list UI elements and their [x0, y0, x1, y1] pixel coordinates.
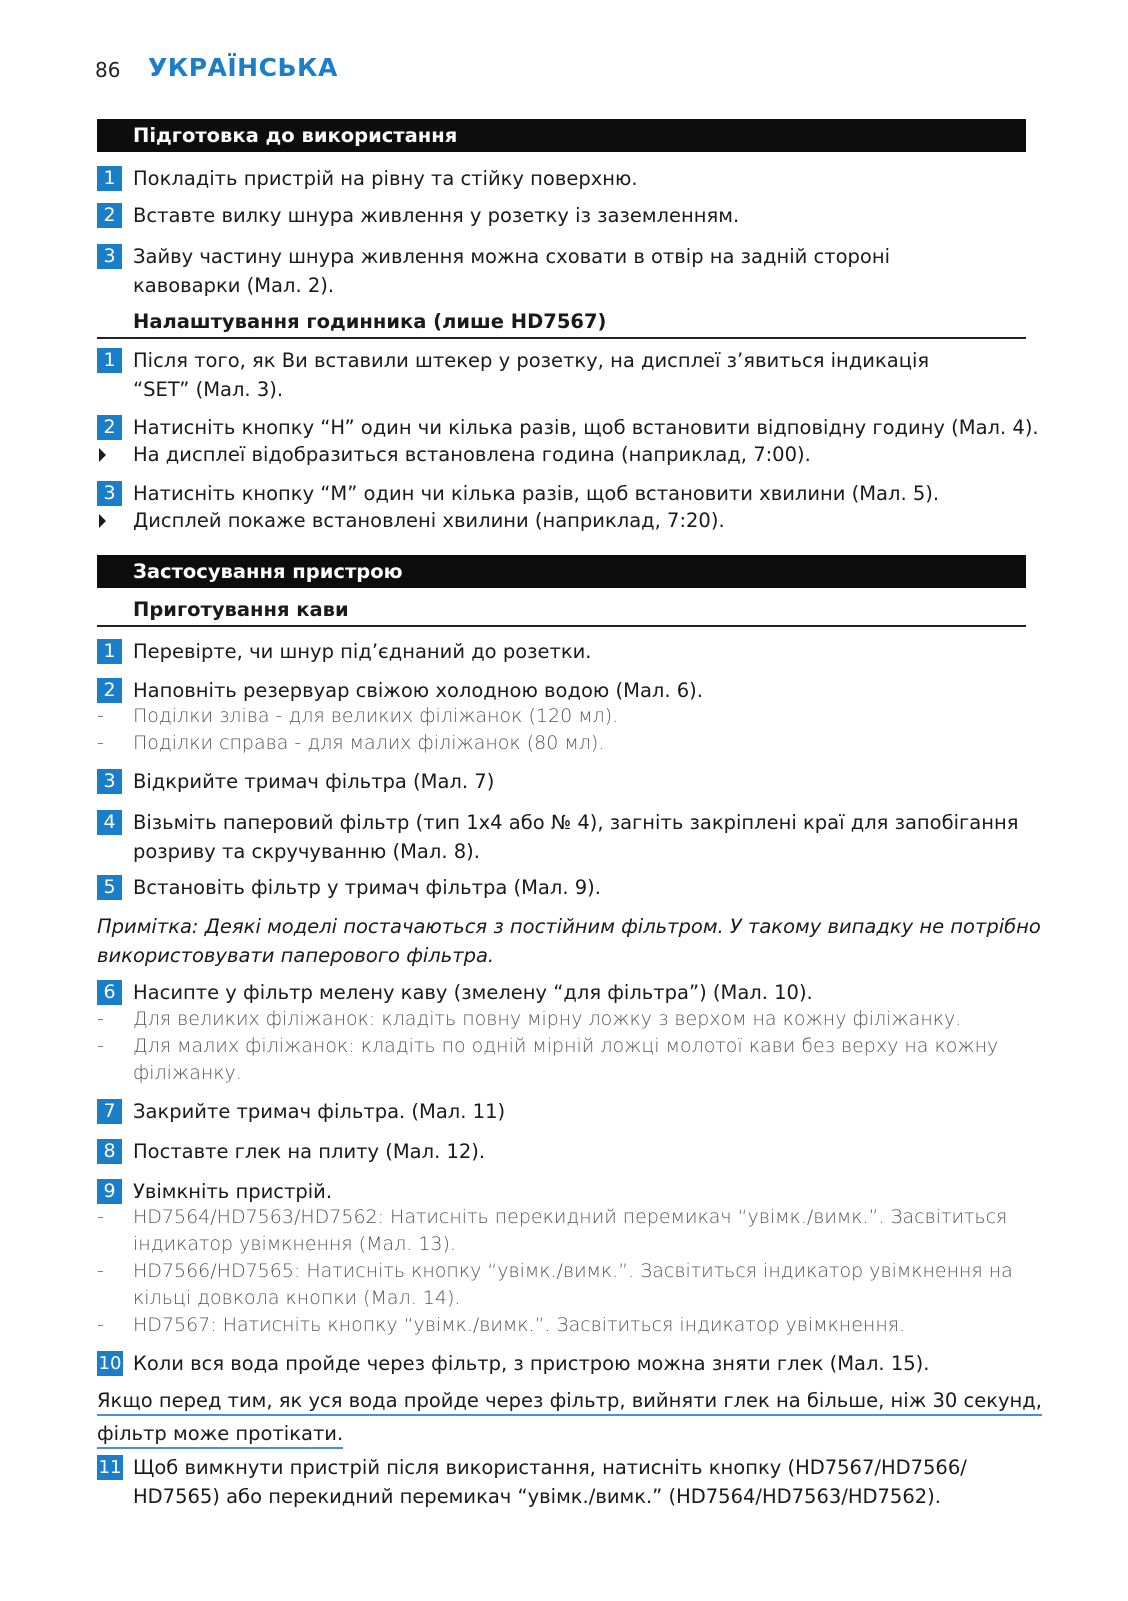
step-number: 3	[97, 481, 122, 506]
step-text: Увімкніть пристрій.	[133, 1180, 333, 1203]
note	[97, 912, 1041, 970]
step-text: Наповніть резервуар свіжою холодною водою (Мал. 6).	[133, 679, 703, 702]
step-number: 9	[97, 1179, 122, 1204]
step-text: Закрийте тримач фільтра. (Мал. 11)	[133, 1100, 506, 1123]
sub-text: HD7564/HD7563/HD7562: Натисніть перекидний перемикач “увімк./вимк.”. Засвітиться	[133, 1206, 1008, 1228]
sub-text: HD7566/HD7565: Натисніть кнопку “увімк./вимк.”. Засвітиться індикатор увімкнення на	[133, 1260, 1013, 1282]
step-text: Покладіть пристрій на рівну та стійку поверхню.	[133, 167, 638, 190]
coffee-step-6-sub-1	[97, 1006, 1023, 1033]
coffee-step-9-sub-2	[97, 1258, 1023, 1312]
prep-step-2	[97, 201, 1023, 230]
sub-text: Для малих філіжанок: кладіть по одній мірній ложці молотої кави без верху на кожну	[133, 1035, 999, 1057]
sub-text: кільці довкола кнопки (Мал. 14).	[133, 1287, 461, 1309]
dash-bullet: -	[97, 1314, 104, 1336]
coffee-step-10	[97, 1349, 1023, 1378]
coffee-step-4	[97, 808, 1023, 866]
step-text: “SET” (Мал. 3).	[133, 378, 284, 401]
warning-text: фільтр може протікати.	[97, 1421, 343, 1449]
coffee-step-6-sub-2	[97, 1033, 1023, 1087]
page-number: 86	[95, 58, 121, 82]
step-text: Натисніть кнопку “M” один чи кілька разів, щоб встановити хвилини (Мал. 5).	[133, 482, 940, 505]
step-text: Перевірте, чи шнур під’єднаний до розетки.	[133, 640, 592, 663]
note-text: Примітка: Деякі моделі постачаються з постійним фільтром. У такому випадку не потрібно	[97, 915, 1041, 938]
step-number: 4	[97, 810, 122, 835]
step-number: 7	[97, 1099, 122, 1124]
coffee-step-2-sub-2	[97, 730, 1023, 757]
step-number: 6	[97, 980, 122, 1005]
sub-text: філіжанку.	[133, 1062, 242, 1084]
step-text: Натисніть кнопку “H” один чи кілька разів, щоб встановити відповідну годину (Мал. 4).	[133, 416, 1039, 439]
coffee-step-2	[97, 676, 1023, 705]
dash-bullet: -	[97, 1008, 104, 1030]
step-text: Після того, як Ви вставили штекер у розетку, на дисплеї з’явиться індикація	[133, 349, 930, 372]
step-number: 2	[97, 203, 122, 228]
sub-text: HD7567: Натисніть кнопку “увімк./вимк.”. Засвітиться індикатор увімкнення.	[133, 1314, 906, 1336]
coffee-step-9	[97, 1177, 1023, 1206]
language-title: УКРАЇНСЬКА	[148, 53, 338, 82]
step-number: 5	[97, 875, 122, 900]
coffee-step-9-sub-1	[97, 1204, 1023, 1258]
step-text: Встановіть фільтр у тримач фільтра (Мал. 9).	[133, 876, 601, 899]
coffee-step-5	[97, 873, 1023, 902]
result-arrow-icon	[99, 514, 106, 528]
warning-text: Якщо перед тим, як уся вода пройде через фільтр, вийняти глек на більше, ніж 30 секунд,	[97, 1388, 1042, 1416]
prep-step-3	[97, 242, 1023, 300]
clock-step-2-result	[97, 440, 1023, 469]
prep-step-1	[97, 164, 1023, 193]
step-text: Насипте у фільтр мелену каву (змелену “для фільтра”) (Мал. 10).	[133, 981, 813, 1004]
dash-bullet: -	[97, 1035, 104, 1057]
step-number: 10	[98, 1353, 122, 1374]
sub-text: Поділки зліва - для великих філіжанок (120 мл).	[133, 705, 619, 727]
step-number: 1	[97, 639, 122, 664]
coffee-step-1	[97, 637, 1023, 666]
coffee-step-2-sub-1	[97, 703, 1023, 730]
dash-bullet: -	[97, 732, 104, 754]
step-text: розриву та скручуванню (Мал. 8).	[133, 840, 480, 863]
step-number: 1	[97, 166, 122, 191]
step-number: 2	[97, 415, 122, 440]
note-text: використовувати паперового фільтра.	[97, 944, 495, 967]
dash-bullet: -	[97, 1206, 104, 1228]
step-text: Поставте глек на плиту (Мал. 12).	[133, 1140, 486, 1163]
clock-step-3-result	[97, 506, 1023, 535]
clock-step-2	[97, 413, 1039, 442]
step-text: Коли вся вода пройде через фільтр, з пристрою можна зняти глек (Мал. 15).	[133, 1352, 930, 1375]
result-text: На дисплеї відобразиться встановлена година (наприклад, 7:00).	[133, 443, 811, 466]
coffee-step-3	[97, 767, 1023, 796]
sub-text: Для великих філіжанок: кладіть повну мірну ложку з верхом на кожну філіжанку.	[133, 1008, 962, 1030]
section-heading-preparation: Підготовка до використання	[97, 119, 1026, 152]
coffee-step-8	[97, 1137, 1023, 1166]
result-arrow-icon	[99, 448, 106, 462]
sub-text: індикатор увімкнення (Мал. 13).	[133, 1233, 456, 1255]
clock-step-3	[97, 479, 1023, 508]
step-text: Щоб вимкнути пристрій після використання, натисніть кнопку (HD7567/HD7566/	[133, 1456, 967, 1479]
dash-bullet: -	[97, 1260, 104, 1282]
coffee-step-9-sub-3	[97, 1312, 1023, 1339]
step-text: Візьміть паперовий фільтр (тип 1x4 або № 4), загніть закріплені краї для запобігання	[133, 811, 1019, 834]
step-text: кавоварки (Мал. 2).	[133, 274, 335, 297]
section-heading-usage: Застосування пристрою	[97, 555, 1026, 588]
step-number: 11	[98, 1457, 122, 1478]
subheading-brewing: Приготування кави	[97, 597, 1026, 627]
subheading-clock: Налаштування годинника (лише HD7567)	[97, 309, 1026, 339]
clock-step-1	[97, 346, 1023, 404]
coffee-step-11	[97, 1453, 1023, 1511]
coffee-step-7	[97, 1097, 1023, 1126]
step-text: Зайву частину шнура живлення можна сховати в отвір на задній стороні	[133, 245, 891, 268]
step-number: 1	[97, 348, 122, 373]
step-number: 3	[97, 244, 122, 269]
result-text: Дисплей покаже встановлені хвилини (наприклад, 7:20).	[133, 509, 725, 532]
dash-bullet: -	[97, 705, 104, 727]
sub-text: Поділки справа - для малих філіжанок (80 мл).	[133, 732, 605, 754]
warning	[97, 1386, 1042, 1452]
step-number: 3	[97, 769, 122, 794]
step-number: 8	[97, 1139, 122, 1164]
step-text: HD7565) або перекидний перемикач “увімк./вимк.” (HD7564/HD7563/HD7562).	[133, 1485, 941, 1508]
step-text: Відкрийте тримач фільтра (Мал. 7)	[133, 770, 495, 793]
coffee-step-6	[97, 978, 1023, 1007]
step-text: Вставте вилку шнура живлення у розетку із заземленням.	[133, 204, 740, 227]
step-number: 2	[97, 678, 122, 703]
